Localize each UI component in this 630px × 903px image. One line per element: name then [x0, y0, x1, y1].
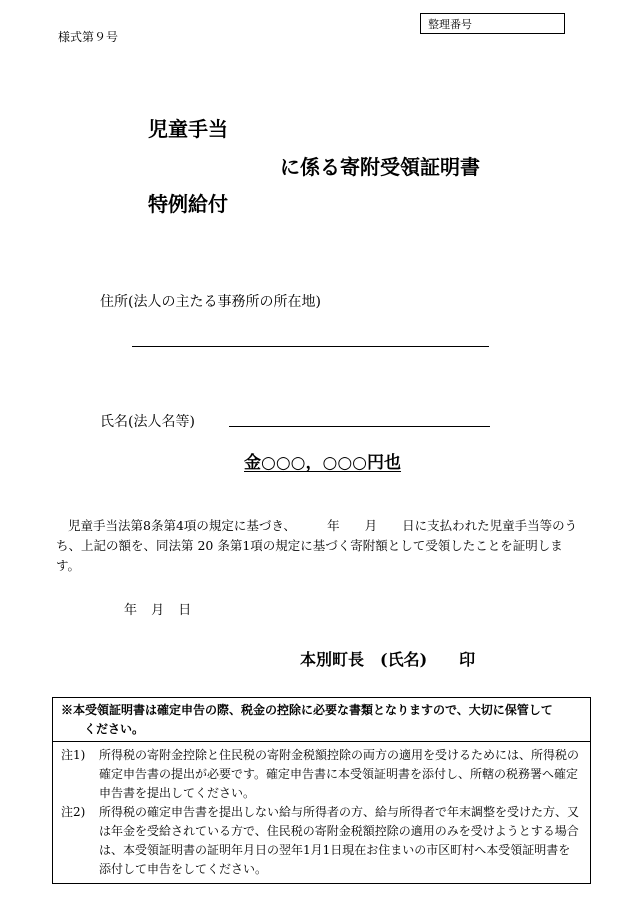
- note-2-label: 注2): [61, 805, 86, 819]
- title-line-2: に係る寄附受領証明書: [280, 155, 480, 179]
- form-number: 様式第９号: [58, 30, 119, 44]
- name-label: 氏名(法人名等): [100, 414, 195, 430]
- seiri-bango-label: 整理番号: [428, 18, 472, 31]
- note-1-text: 所得税の寄附金控除と住民税の寄附金税額控除の両方の適用を受けるためには、所得税の確定申告書の提出が必要です。確定申告書に本受領証明書を添付し、所轄の税務署へ確定申告書を提出してください。: [99, 748, 580, 800]
- note-1: [53, 742, 590, 803]
- amount-text: 金○○○，○○○円也: [244, 453, 402, 473]
- note-2: [53, 803, 590, 879]
- address-label: 住所(法人の主たる事務所の所在地): [100, 294, 321, 310]
- title-line-1: 児童手当: [148, 117, 228, 141]
- title-line-3: 特例給付: [148, 192, 228, 216]
- notes-heading: [53, 698, 590, 742]
- signer-line: 本別町長 (氏名) 印: [300, 650, 476, 669]
- seiri-bango-box: [420, 13, 565, 34]
- name-field-line[interactable]: [229, 426, 490, 427]
- notes-box: [52, 697, 591, 884]
- address-field-line[interactable]: [132, 346, 489, 347]
- notes-heading-line-2: ください。: [84, 722, 145, 736]
- certification-body: 児童手当法第8条第4項の規定に基づき、 年 月 日に支払われた児童手当等のうち、上記の額を、同法第 20 条第1項の規定に基づく寄附額として受領したことを証明します。: [56, 518, 578, 573]
- note-1-label: 注1): [61, 748, 86, 762]
- note-2-text: 所得税の確定申告書を提出しない給与所得者の方、給与所得者で年末調整を受けた方、又は年金を受給されている方で、住民税の寄附金税額控除の適用のみを受けようとする場合は、本受領証明書の証明年月日の翌年1月1日現在お住まいの市区町村へ本受領証明書を添付して申告をしてください。: [99, 805, 580, 876]
- date-line: 年 月 日: [124, 603, 192, 618]
- notes-heading-line-1: ※本受領証明書は確定申告の際、税金の控除に必要な書類となりますので、大切に保管して: [61, 703, 553, 717]
